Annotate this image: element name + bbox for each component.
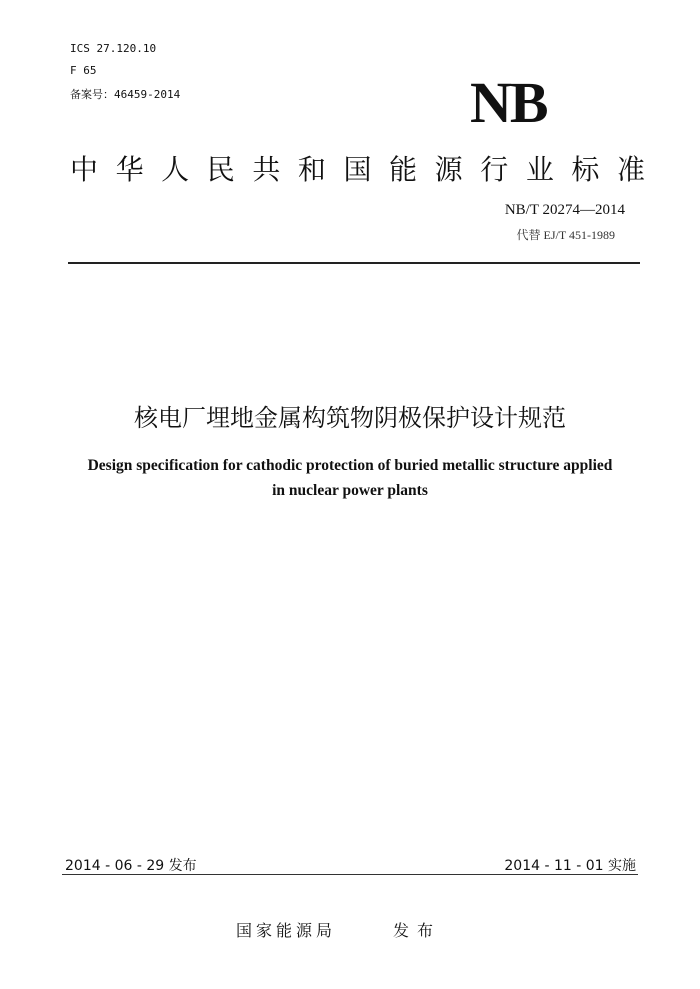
- issuer: 国家能源局: [236, 921, 337, 940]
- document-title-cn: 核电厂埋地金属构筑物阴极保护设计规范: [134, 404, 566, 432]
- issue-date: 2014 - 06 - 29 发布: [65, 858, 197, 874]
- document-title-en-line1: Design specification for cathodic protection of buried metallic structure applied: [87, 457, 613, 474]
- bottom-rule: [62, 874, 638, 875]
- implementation-date: 2014 - 11 - 01 实施: [504, 858, 636, 874]
- nb-logo: NB: [470, 70, 547, 135]
- issue-label: 发布: [393, 921, 442, 940]
- replaces-note: 代替 EJ/T 451-1989: [516, 228, 615, 242]
- top-rule: [68, 262, 640, 264]
- ics-code: ICS 27.120.10: [70, 42, 157, 55]
- record-number: 备案号：46459-2014: [70, 88, 181, 101]
- classification-code: F 65: [70, 64, 97, 77]
- document-title-en-line2: in nuclear power plants: [272, 482, 428, 499]
- standard-title: 中华人民共和国能源行业标准: [70, 153, 645, 186]
- standard-number: NB/T 20274—2014: [504, 202, 625, 218]
